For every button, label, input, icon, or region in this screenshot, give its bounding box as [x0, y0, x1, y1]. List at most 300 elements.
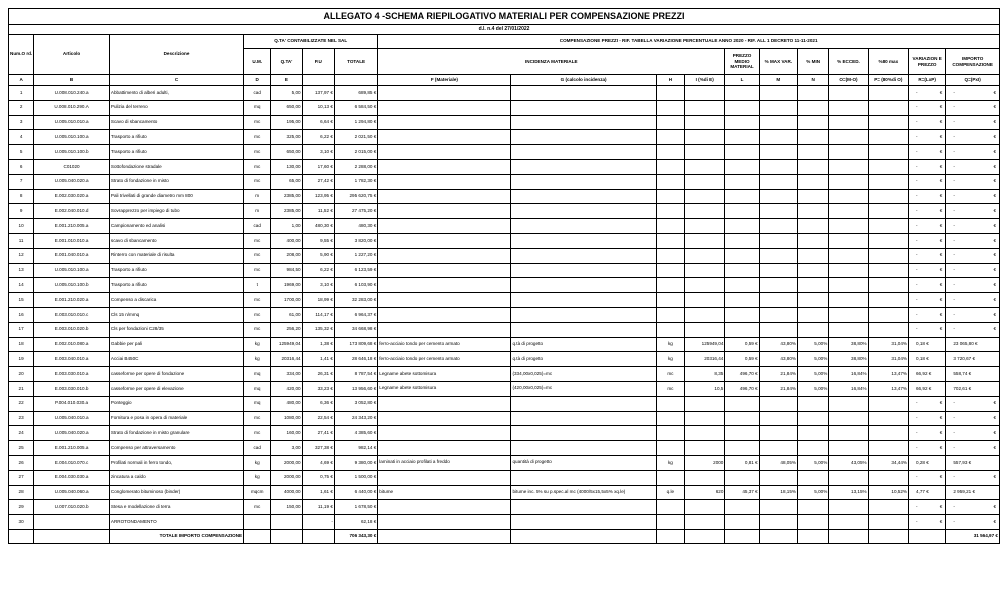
unit-price: 135,32 € — [302, 322, 334, 337]
quantity: 325,00 — [271, 130, 302, 145]
material: Legname abete sottomisura — [378, 381, 511, 396]
compensation-amount — [946, 115, 1000, 130]
table-row — [9, 174, 1000, 189]
unit: t — [244, 278, 271, 293]
unit: mq — [244, 396, 271, 411]
material-unit — [656, 441, 684, 456]
compensation-amount — [946, 322, 1000, 337]
min-pct — [798, 174, 829, 189]
incidence-calc — [511, 278, 656, 293]
compensation-amount-value: - — [953, 296, 955, 302]
row-total: 34 668,98 € — [334, 322, 377, 337]
material — [378, 322, 511, 337]
euro-symbol: € — [993, 222, 996, 228]
compensation-amount-value: - — [953, 444, 955, 450]
article-code: U.005.010.100.b — [34, 145, 110, 160]
pct80 — [868, 86, 908, 101]
header-um: U.M. — [244, 49, 271, 75]
excess-pct: 38,80% — [829, 337, 868, 352]
excess-pct — [829, 307, 868, 322]
table-row — [9, 515, 1000, 530]
row-number: 9 — [9, 204, 34, 219]
avg-price — [725, 115, 759, 130]
max-var — [759, 441, 797, 456]
row-total: 6 123,59 € — [334, 263, 377, 278]
unit: mc — [244, 293, 271, 308]
row-number: 16 — [9, 307, 34, 322]
max-var — [759, 159, 797, 174]
unit: cad — [244, 86, 271, 101]
table-row — [9, 396, 1000, 411]
pct80 — [868, 115, 908, 130]
material-unit — [656, 159, 684, 174]
pct80 — [868, 100, 908, 115]
compensation-amount — [946, 307, 1000, 322]
unit: mc — [244, 500, 271, 515]
row-number: 22 — [9, 396, 34, 411]
max-var: 21,84% — [759, 381, 797, 396]
compensation-amount-value: 557,93 € — [953, 459, 972, 465]
price-variation-value: - — [916, 296, 918, 302]
header-min: % MIN — [798, 49, 829, 75]
excess-pct — [829, 396, 868, 411]
column-letter: O=(M-O) — [829, 75, 868, 86]
compensation-amount-value: - — [953, 415, 955, 421]
article-code: E.003.010.020.b — [34, 322, 110, 337]
price-variation-value: - — [916, 133, 918, 139]
max-var — [759, 115, 797, 130]
material — [378, 233, 511, 248]
excess-pct — [829, 233, 868, 248]
euro-symbol: € — [939, 252, 943, 258]
unit: mc — [244, 233, 271, 248]
price-variation-value: - — [916, 311, 918, 317]
material-unit — [656, 293, 684, 308]
description: Conglomerato bituminoso (binder) — [109, 485, 243, 500]
table-row — [9, 411, 1000, 426]
price-variation — [909, 367, 946, 382]
description: ARROTONDAMENTO — [109, 515, 243, 530]
compensation-amount-value: - — [953, 400, 955, 406]
excess-pct — [829, 115, 868, 130]
unit — [244, 515, 271, 530]
price-variation — [909, 219, 946, 234]
material-qty: 620 — [685, 485, 725, 500]
quantity: 650,00 — [271, 100, 302, 115]
unit-price: 33,23 € — [302, 381, 334, 396]
min-pct — [798, 115, 829, 130]
unit-price: 9,55 € — [302, 233, 334, 248]
table-row — [9, 263, 1000, 278]
material — [378, 426, 511, 441]
material-qty — [685, 115, 725, 130]
material-unit — [656, 115, 684, 130]
min-pct — [798, 204, 829, 219]
avg-price — [725, 426, 759, 441]
material-unit — [656, 86, 684, 101]
compensation-amount-value: - — [953, 429, 955, 435]
table-row — [9, 441, 1000, 456]
max-var — [759, 396, 797, 411]
unit: m — [244, 204, 271, 219]
table-row — [9, 100, 1000, 115]
compensation-amount-value: - — [953, 518, 955, 524]
row-total: 1 782,30 € — [334, 174, 377, 189]
unit: kg — [244, 352, 271, 367]
row-total: 1 294,80 € — [334, 115, 377, 130]
material-unit — [656, 100, 684, 115]
price-variation-value: - — [916, 518, 918, 524]
compensation-amount-value: - — [953, 281, 955, 287]
material-unit: mc — [656, 381, 684, 396]
description: Trasporto a rifiuto — [109, 263, 243, 278]
unit: kg — [244, 337, 271, 352]
description: Profilati normali in ferro tondo, — [109, 455, 243, 470]
row-number: 19 — [9, 352, 34, 367]
unit-price: 22,54 € — [302, 411, 334, 426]
price-variation-value: - — [916, 237, 918, 243]
compensation-amount — [946, 381, 1000, 396]
pct80: 13,47% — [868, 367, 908, 382]
row-total: 1 227,20 € — [334, 248, 377, 263]
material-unit: q.le — [656, 485, 684, 500]
unit: mq — [244, 100, 271, 115]
euro-symbol: € — [993, 119, 996, 125]
euro-symbol: € — [939, 429, 943, 435]
excess-pct — [829, 130, 868, 145]
price-variation-value: - — [916, 119, 918, 125]
min-pct — [798, 426, 829, 441]
euro-symbol: € — [939, 444, 943, 450]
column-letter: M — [759, 75, 797, 86]
article-code: U.005.010.010.a — [34, 115, 110, 130]
price-variation-value: - — [916, 207, 918, 213]
material-unit — [656, 145, 684, 160]
description: Gabbie per pali — [109, 337, 243, 352]
price-variation-value: 4,77 € — [916, 489, 929, 495]
pct80 — [868, 322, 908, 337]
pct80 — [868, 174, 908, 189]
unit: mc — [244, 130, 271, 145]
table-row — [9, 145, 1000, 160]
unit: mc — [244, 174, 271, 189]
material-qty — [685, 278, 725, 293]
euro-symbol: € — [993, 444, 996, 450]
max-var: 48,05% — [759, 455, 797, 470]
max-var — [759, 86, 797, 101]
header-max-var: % MAX VAR. — [759, 49, 797, 75]
excess-pct: 16,84% — [829, 367, 868, 382]
header-comp-group: COMPENSAZIONE PREZZI - RIF. TABELLA VARIAZIONE PERCENTUALE ANNO 2020 - RIF. ALL 1 DECRETO 11-11-2021 — [378, 35, 1000, 49]
material-qty — [685, 263, 725, 278]
compensation-amount-value: 702,61 € — [953, 385, 972, 391]
unit: kg — [244, 470, 271, 485]
header-totale: TOTALE — [334, 49, 377, 75]
material — [378, 174, 511, 189]
row-number: 13 — [9, 263, 34, 278]
column-letters-row — [9, 75, 1000, 86]
max-var — [759, 307, 797, 322]
material — [378, 411, 511, 426]
excess-pct: 38,80% — [829, 352, 868, 367]
euro-symbol: € — [993, 281, 996, 287]
material: ferro-acciaio tondo per cemento armato — [378, 352, 511, 367]
compensation-amount-value: - — [953, 193, 955, 199]
pct80 — [868, 470, 908, 485]
compensation-amount — [946, 174, 1000, 189]
row-total: 3 052,80 € — [334, 396, 377, 411]
price-variation — [909, 441, 946, 456]
unit: mc — [244, 411, 271, 426]
min-pct — [798, 411, 829, 426]
article-code: U.005.010.100.b — [34, 278, 110, 293]
table-row — [9, 367, 1000, 382]
quantity: 1969,00 — [271, 278, 302, 293]
description: Strato di fondazione in misto — [109, 174, 243, 189]
excess-pct — [829, 248, 868, 263]
compensation-amount — [946, 515, 1000, 530]
description: Cls per fondazioni C28/35 — [109, 322, 243, 337]
excess-pct — [829, 322, 868, 337]
row-total: 6 440,00 € — [334, 485, 377, 500]
row-total: 27 475,20 € — [334, 204, 377, 219]
max-var — [759, 174, 797, 189]
euro-symbol: € — [993, 400, 996, 406]
quantity: 2000,00 — [271, 470, 302, 485]
max-var — [759, 515, 797, 530]
avg-price — [725, 174, 759, 189]
row-total: 6 103,90 € — [334, 278, 377, 293]
euro-symbol: € — [939, 207, 943, 213]
unit-price: 17,60 € — [302, 159, 334, 174]
column-letter: D — [244, 75, 271, 86]
article-code: C01020 — [34, 159, 110, 174]
article-code: U.005.010.100.a — [34, 263, 110, 278]
euro-symbol: € — [993, 252, 996, 258]
material-unit — [656, 248, 684, 263]
row-number: 15 — [9, 293, 34, 308]
quantity: 650,00 — [271, 145, 302, 160]
article-code: E.003.010.010.c — [34, 307, 110, 322]
material — [378, 470, 511, 485]
quantity: 130,00 — [271, 159, 302, 174]
excess-pct — [829, 86, 868, 101]
price-variation — [909, 337, 946, 352]
incidence-calc: q.tà di progetto — [511, 337, 656, 352]
avg-price — [725, 411, 759, 426]
quantity: 480,00 — [271, 396, 302, 411]
max-var — [759, 204, 797, 219]
header-qta-group: Q.TA' CONTABILIZZATE NEL SAL — [244, 35, 378, 49]
unit-price: 11,52 € — [302, 204, 334, 219]
pct80 — [868, 426, 908, 441]
quantity: 160,00 — [271, 426, 302, 441]
material-qty — [685, 396, 725, 411]
min-pct — [798, 248, 829, 263]
avg-price — [725, 233, 759, 248]
description: Strato di fondazione in misto granulare — [109, 426, 243, 441]
row-number: 30 — [9, 515, 34, 530]
description: scavo di sbancamento — [109, 233, 243, 248]
price-variation-value: - — [916, 148, 918, 154]
excess-pct — [829, 470, 868, 485]
pct80 — [868, 307, 908, 322]
row-number: 5 — [9, 145, 34, 160]
unit: mc — [244, 145, 271, 160]
pct80: 34,44% — [868, 455, 908, 470]
price-variation — [909, 470, 946, 485]
row-number: 24 — [9, 426, 34, 441]
min-pct — [798, 441, 829, 456]
material-unit — [656, 307, 684, 322]
data-rows — [9, 86, 1000, 530]
quantity: 256,20 — [271, 322, 302, 337]
material-qty — [685, 441, 725, 456]
row-number: 2 — [9, 100, 34, 115]
excess-pct — [829, 426, 868, 441]
compensation-amount — [946, 233, 1000, 248]
incidence-calc: (420,00x0,025)=mc — [511, 381, 656, 396]
incidence-calc — [511, 86, 656, 101]
row-total: 2 015,00 € — [334, 145, 377, 160]
material — [378, 248, 511, 263]
avg-price — [725, 441, 759, 456]
quantity: 400,00 — [271, 233, 302, 248]
avg-price — [725, 470, 759, 485]
compensation-amount — [946, 411, 1000, 426]
article-code: E.003.030.010.b — [34, 381, 110, 396]
avg-price — [725, 293, 759, 308]
min-pct — [798, 293, 829, 308]
excess-pct — [829, 100, 868, 115]
row-number: 20 — [9, 367, 34, 382]
incidence-calc — [511, 470, 656, 485]
price-variation — [909, 233, 946, 248]
article-code: E.004.030.030.a — [34, 470, 110, 485]
avg-price — [725, 248, 759, 263]
article-code: U.008.010.240.a — [34, 86, 110, 101]
material-unit — [656, 470, 684, 485]
euro-symbol: € — [993, 207, 996, 213]
price-variation-value: - — [916, 281, 918, 287]
header-descrizione: Descrizione — [109, 35, 243, 75]
euro-symbol: € — [939, 281, 943, 287]
column-letter: B — [34, 75, 110, 86]
table-row — [9, 278, 1000, 293]
price-variation-value: - — [916, 104, 918, 110]
header-pu: P.U — [302, 49, 334, 75]
unit-price: 1,38 € — [302, 337, 334, 352]
max-var — [759, 248, 797, 263]
euro-symbol: € — [993, 104, 996, 110]
material-qty: 2000 — [685, 455, 725, 470]
material — [378, 441, 511, 456]
material-qty — [685, 159, 725, 174]
max-var — [759, 219, 797, 234]
quantity: 5,00 — [271, 86, 302, 101]
min-pct: 5,00% — [798, 381, 829, 396]
price-variation-value: - — [916, 89, 918, 95]
euro-symbol: € — [993, 178, 996, 184]
material-qty — [685, 515, 725, 530]
price-variation — [909, 174, 946, 189]
unit-price: 6,22 € — [302, 130, 334, 145]
row-total: 8 787,54 € — [334, 367, 377, 382]
compensation-amount — [946, 86, 1000, 101]
table-row — [9, 233, 1000, 248]
compensation-amount — [946, 293, 1000, 308]
price-variation — [909, 307, 946, 322]
price-variation — [909, 352, 946, 367]
compensation-amount-value: - — [953, 163, 955, 169]
max-var — [759, 500, 797, 515]
description: zincatura a caldo — [109, 470, 243, 485]
min-pct: 5,00% — [798, 485, 829, 500]
description: Sottofondazione stradale — [109, 159, 243, 174]
min-pct — [798, 307, 829, 322]
pct80: 10,52% — [868, 485, 908, 500]
euro-symbol: € — [939, 503, 943, 509]
incidence-calc — [511, 204, 656, 219]
price-variation-value: - — [916, 163, 918, 169]
unit-price: 5,90 € — [302, 248, 334, 263]
unit-price: 6,36 € — [302, 396, 334, 411]
max-var — [759, 145, 797, 160]
compensation-amount — [946, 204, 1000, 219]
material-unit — [656, 130, 684, 145]
avg-price — [725, 145, 759, 160]
incidence-calc — [511, 248, 656, 263]
pct80 — [868, 159, 908, 174]
column-letter: F (Materiale) — [378, 75, 511, 86]
incidence-calc — [511, 219, 656, 234]
column-letter — [302, 75, 334, 86]
min-pct: 5,00% — [798, 337, 829, 352]
compensation-amount — [946, 470, 1000, 485]
max-var — [759, 278, 797, 293]
compensation-amount-value: 558,74 € — [953, 370, 972, 376]
row-number: 17 — [9, 322, 34, 337]
max-var — [759, 189, 797, 204]
table-row — [9, 485, 1000, 500]
price-variation-value: - — [916, 415, 918, 421]
avg-price — [725, 130, 759, 145]
description: Pulizia del terreno — [109, 100, 243, 115]
compensation-amount — [946, 263, 1000, 278]
article-code: P.004.010.030.a — [34, 396, 110, 411]
description: Campionamento ed analisi — [109, 219, 243, 234]
excess-pct — [829, 204, 868, 219]
table-row — [9, 455, 1000, 470]
unit: mc — [244, 307, 271, 322]
price-variation-value: 0,18 € — [916, 355, 929, 361]
material — [378, 307, 511, 322]
article-code: E.003.040.010.a — [34, 352, 110, 367]
description: Scavo di sbancamento — [109, 115, 243, 130]
euro-symbol: € — [993, 267, 996, 273]
max-var — [759, 263, 797, 278]
price-variation-value: - — [916, 326, 918, 332]
unit-price: 114,17 € — [302, 307, 334, 322]
min-pct — [798, 263, 829, 278]
column-letter: Q=(PxI) — [946, 75, 1000, 86]
row-total: 1 500,00 € — [334, 470, 377, 485]
excess-pct — [829, 174, 868, 189]
material-qty: 20316,44 — [685, 352, 725, 367]
material — [378, 159, 511, 174]
table-row — [9, 337, 1000, 352]
compensation-amount-value: 2 959,21 € — [953, 489, 976, 495]
